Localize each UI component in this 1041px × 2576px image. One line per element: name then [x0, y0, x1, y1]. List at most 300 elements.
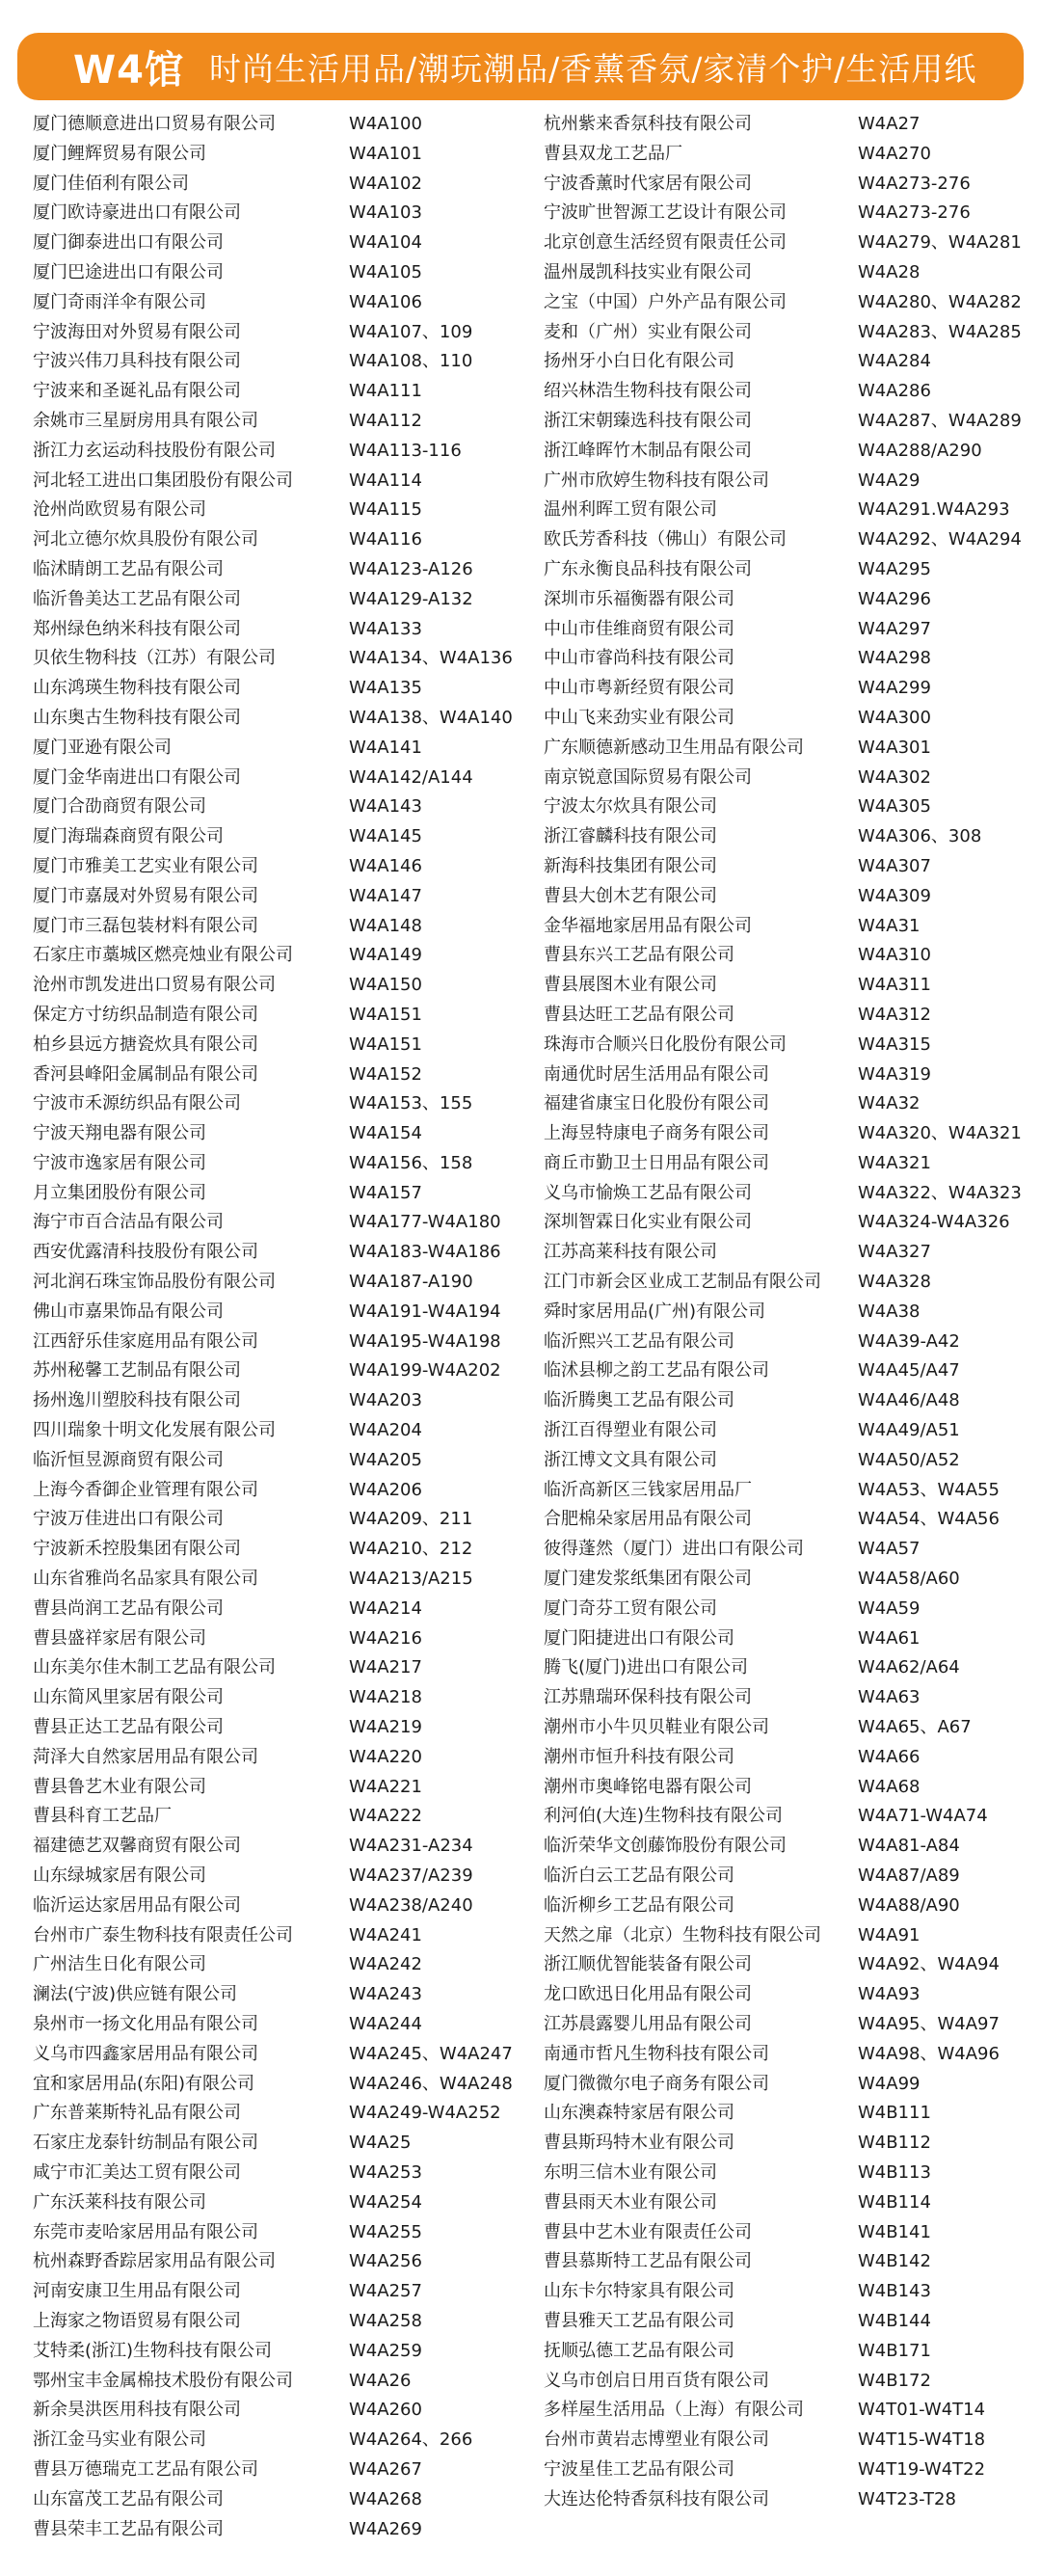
company-name: 临沂熙兴工艺品有限公司 [544, 1330, 734, 1352]
booth-number: W4A279、W4A281 [858, 232, 1022, 254]
exhibitor-row [544, 525, 1022, 555]
company-name: 曹县双龙工艺品厂 [544, 143, 682, 164]
booth-number: W4A287、W4A289 [858, 410, 1022, 431]
booth-number: W4A111 [349, 381, 422, 402]
exhibitor-row [544, 1802, 1022, 1832]
booth-number: W4A312 [858, 1004, 931, 1025]
company-name: 杭州森野香踪居家用品有限公司 [33, 2251, 276, 2272]
exhibitor-row [33, 2455, 513, 2485]
exhibitor-row [33, 407, 513, 437]
exhibitor-row [544, 2455, 1022, 2485]
company-name: 广州市欣婷生物科技有限公司 [544, 470, 769, 491]
booth-number: W4A53、W4A55 [858, 1479, 1000, 1500]
exhibitor-row [33, 1328, 513, 1357]
company-name: 厦门鲤辉贸易有限公司 [33, 143, 206, 164]
exhibitor-row [544, 2367, 1022, 2397]
booth-number: W4A292、W4A294 [858, 529, 1022, 550]
company-name: 曹县大创木艺有限公司 [544, 885, 717, 906]
booth-number: W4A46/A48 [858, 1390, 960, 1411]
company-name: 浙江百得塑业有限公司 [544, 1420, 717, 1441]
company-name: 抚顺弘德工艺品有限公司 [544, 2340, 734, 2361]
company-name: 临沂高新区三钱家居用品厂 [544, 1479, 752, 1500]
company-name: 临沂恒昱源商贸有限公司 [33, 1449, 224, 1470]
company-name: 深圳市乐福衡器有限公司 [544, 588, 734, 609]
booth-number: W4A206 [349, 1479, 422, 1500]
booth-number: W4B111 [858, 2103, 931, 2124]
company-name: 山东美尔佳木制工艺品有限公司 [33, 1657, 276, 1678]
company-name: 山东卡尔特家具有限公司 [544, 2281, 734, 2302]
exhibitor-row [544, 1862, 1022, 1892]
booth-number: W4B171 [858, 2340, 931, 2361]
company-name: 曹县斯玛特木业有限公司 [544, 2133, 734, 2154]
exhibitor-row [544, 2010, 1022, 2040]
booth-number: W4A153、155 [349, 1093, 473, 1114]
exhibitor-row [33, 228, 513, 258]
booth-number: W4A65、A67 [858, 1717, 972, 1738]
company-name: 厦门合劭商贸有限公司 [33, 796, 206, 818]
booth-number: W4A177-W4A180 [349, 1212, 501, 1233]
exhibitor-row [544, 318, 1022, 348]
exhibitor-row [544, 2188, 1022, 2218]
booth-number: W4B114 [858, 2191, 931, 2213]
exhibitor-row [33, 882, 513, 912]
booth-number: W4A268 [349, 2488, 422, 2509]
company-name: 义乌市四鑫家居用品有限公司 [33, 2043, 258, 2064]
booth-number: W4A62/A64 [858, 1657, 960, 1678]
company-name: 中山飞来劲实业有限公司 [544, 707, 734, 728]
exhibitor-row [33, 1743, 513, 1773]
exhibitor-row [544, 2277, 1022, 2307]
company-name: 山东澳森特家居有限公司 [544, 2103, 734, 2124]
exhibitor-row [33, 2218, 513, 2248]
exhibitor-row [33, 2426, 513, 2455]
company-name: 合肥棉朵家居用品有限公司 [544, 1509, 752, 1530]
company-name: 宜和家居用品(东阳)有限公司 [33, 2073, 255, 2094]
exhibitor-row [544, 912, 1022, 942]
exhibitor-row [33, 1713, 513, 1743]
company-name: 苏州秘馨工艺制品有限公司 [33, 1360, 241, 1382]
company-name: 福建德艺双馨商贸有限公司 [33, 1836, 241, 1857]
booth-number: W4B144 [858, 2310, 931, 2331]
exhibitor-row [33, 2159, 513, 2188]
company-name: 广东普莱斯特礼品有限公司 [33, 2103, 241, 2124]
company-name: 利河伯(大连)生物科技有限公司 [544, 1806, 784, 1827]
booth-number: W4A26 [349, 2370, 412, 2391]
company-name: 浙江博文文具有限公司 [544, 1449, 717, 1470]
company-name: 广东顺德新感动卫生用品有限公司 [544, 737, 804, 758]
company-name: 泉州市一扬文化用品有限公司 [33, 2014, 258, 2034]
exhibitor-row [33, 1060, 513, 1090]
booth-number: W4A71-W4A74 [858, 1806, 988, 1827]
booth-number: W4A218 [349, 1687, 422, 1708]
company-name: 曹县鲁艺木业有限公司 [33, 1776, 206, 1797]
company-name: 余姚市三星厨房用具有限公司 [33, 410, 258, 431]
company-name: 上海家之物语贸易有限公司 [33, 2310, 241, 2331]
booth-number: W4T01-W4T14 [858, 2400, 986, 2421]
company-name: 之宝（中国）户外产品有限公司 [544, 291, 787, 312]
company-name: 宁波太尔炊具有限公司 [544, 796, 717, 818]
company-name: 彼得蓬然（厦门）进出口有限公司 [544, 1539, 804, 1560]
exhibitor-row [33, 1653, 513, 1683]
exhibitor-row [33, 1179, 513, 1209]
company-name: 临沭睛朗工艺品有限公司 [33, 558, 224, 579]
booth-number: W4A113-116 [349, 440, 462, 461]
exhibitor-row [544, 1356, 1022, 1386]
company-name: 新海科技集团有限公司 [544, 855, 717, 876]
company-name: 广州洁生日化有限公司 [33, 1954, 206, 1975]
exhibitor-row [33, 822, 513, 852]
booth-number: W4A244 [349, 2014, 422, 2034]
booth-number: W4A217 [349, 1657, 422, 1678]
company-name: 山东鸿瑛生物科技有限公司 [33, 678, 241, 699]
booth-number: W4A135 [349, 678, 422, 699]
company-name: 曹县东兴工艺品有限公司 [544, 945, 734, 966]
company-name: 厦门金华南进出口有限公司 [33, 766, 241, 788]
company-name: 石家庄龙泰针纺制品有限公司 [33, 2133, 258, 2154]
booth-number: W4A59 [858, 1597, 921, 1619]
exhibitor-row [544, 1149, 1022, 1179]
company-name: 厦门德顺意进出口贸易有限公司 [33, 114, 276, 134]
booth-number: W4A245、W4A247 [349, 2043, 513, 2064]
company-name: 中山市粤新经贸有限公司 [544, 678, 734, 699]
company-name: 菏泽大自然家居用品有限公司 [33, 1746, 258, 1767]
exhibitor-row [33, 525, 513, 555]
booth-number: W4A156、158 [349, 1152, 473, 1173]
booth-number: W4A264、266 [349, 2429, 473, 2451]
exhibitor-row [33, 1001, 513, 1031]
exhibitor-row [33, 377, 513, 407]
booth-number: W4A112 [349, 410, 422, 431]
company-name: 浙江峰晖竹木制品有限公司 [544, 440, 752, 461]
booth-number: W4A328 [858, 1272, 931, 1293]
booth-number: W4A237/A239 [349, 1865, 473, 1887]
company-name: 山东简风里家居有限公司 [33, 1687, 224, 1708]
exhibitor-row [544, 140, 1022, 170]
company-name: 河北润石珠宝饰品股份有限公司 [33, 1272, 276, 1293]
company-name: 潮州市奥峰铭电器有限公司 [544, 1776, 752, 1797]
exhibitor-row [544, 1713, 1022, 1743]
company-name: 义乌市创启日用百货有限公司 [544, 2370, 769, 2391]
company-name: 绍兴林浩生物科技有限公司 [544, 381, 752, 402]
booth-number: W4A103 [349, 202, 422, 224]
company-name: 新余昊洪医用科技有限公司 [33, 2400, 241, 2421]
company-name: 中山市睿尚科技有限公司 [544, 648, 734, 669]
company-name: 宁波来和圣诞礼品有限公司 [33, 381, 241, 402]
booth-number: W4A88/A90 [858, 1894, 960, 1916]
booth-number: W4A324-W4A326 [858, 1212, 1010, 1233]
company-name: 浙江睿麟科技有限公司 [544, 826, 717, 847]
booth-number: W4A93 [858, 1984, 921, 2005]
booth-number: W4A151 [349, 1004, 422, 1025]
booth-number: W4A102 [349, 173, 422, 194]
company-name: 石家庄市藁城区燃亮烛业有限公司 [33, 945, 293, 966]
booth-number: W4A220 [349, 1746, 422, 1767]
exhibitor-row [33, 1921, 513, 1951]
company-name: 曹县慕斯特工艺品有限公司 [544, 2251, 752, 2272]
company-name: 广东沃莱科技有限公司 [33, 2191, 206, 2213]
booth-number: W4A108、110 [349, 351, 473, 372]
booth-number: W4B113 [858, 2161, 931, 2183]
company-name: 上海今香御企业管理有限公司 [33, 1479, 258, 1500]
booth-number: W4A115 [349, 499, 422, 521]
exhibitor-row [544, 1505, 1022, 1535]
booth-number: W4A249-W4A252 [349, 2103, 501, 2124]
company-name: 曹县正达工艺品有限公司 [33, 1717, 224, 1738]
company-name: 扬州牙小白日化有限公司 [544, 351, 734, 372]
company-name: 临沂白云工艺品有限公司 [544, 1865, 734, 1887]
company-name: 曹县达旺工艺品有限公司 [544, 1004, 734, 1025]
company-name: 厦门巴途进出口有限公司 [33, 261, 224, 282]
exhibitor-row [33, 1031, 513, 1060]
booth-number: W4A216 [349, 1627, 422, 1649]
exhibitor-row [544, 674, 1022, 704]
company-name: 河南安康卫生用品有限公司 [33, 2281, 241, 2302]
company-name: 山东省雅尚名品家具有限公司 [33, 1569, 258, 1590]
booth-number: W4A29 [858, 470, 921, 491]
company-name: 曹县万德瑞克工艺品有限公司 [33, 2458, 258, 2480]
exhibitor-row [544, 2218, 1022, 2248]
exhibitor-row [544, 734, 1022, 764]
booth-number: W4A27 [858, 114, 921, 134]
company-name: 山东绿城家居有限公司 [33, 1865, 206, 1887]
company-name: 浙江力玄运动科技股份有限公司 [33, 440, 276, 461]
company-name: 商丘市勤卫士日用品有限公司 [544, 1152, 769, 1173]
exhibitor-row [544, 2485, 1022, 2515]
booth-number: W4A81-A84 [858, 1836, 960, 1857]
booth-number: W4B143 [858, 2281, 931, 2302]
exhibitor-row [544, 2396, 1022, 2426]
exhibitor-row [33, 199, 513, 228]
booth-number: W4A258 [349, 2310, 422, 2331]
exhibitor-row [544, 1060, 1022, 1090]
company-name: 保定方寸纺织品制造有限公司 [33, 1004, 258, 1025]
booth-number: W4A32 [858, 1093, 921, 1114]
exhibitor-row [544, 258, 1022, 288]
exhibitor-row [544, 941, 1022, 971]
company-name: 浙江顺优智能装备有限公司 [544, 1954, 752, 1975]
booth-number: W4A256 [349, 2251, 422, 2272]
exhibitor-row [544, 1386, 1022, 1416]
company-name: 江苏晨露婴儿用品有限公司 [544, 2014, 752, 2034]
exhibitor-row [544, 1743, 1022, 1773]
booth-number: W4A157 [349, 1182, 422, 1203]
booth-number: W4B141 [858, 2221, 931, 2242]
company-name: 临沭县柳之韵工艺品有限公司 [544, 1360, 769, 1382]
booth-number: W4A58/A60 [858, 1569, 960, 1590]
exhibitor-row [544, 496, 1022, 525]
company-name: 舜时家居用品(广州)有限公司 [544, 1301, 766, 1322]
company-name: 鄂州宝丰金属棉技术股份有限公司 [33, 2370, 293, 2391]
booth-number: W4A214 [349, 1597, 422, 1619]
booth-number: W4A134、W4A136 [349, 648, 513, 669]
exhibitor-row [544, 1001, 1022, 1031]
company-name: 临沂荣华文创藤饰股份有限公司 [544, 1836, 787, 1857]
booth-number: W4A269 [349, 2518, 422, 2539]
company-name: 曹县科育工艺品厂 [33, 1806, 172, 1827]
booth-number: W4A273-276 [858, 202, 971, 224]
company-name: 宁波市禾源纺织品有限公司 [33, 1093, 241, 1114]
exhibitor-row [544, 437, 1022, 467]
company-name: 海宁市百合洁品有限公司 [33, 1212, 224, 1233]
company-name: 宁波海田对外贸易有限公司 [33, 321, 241, 342]
booth-number: W4T15-W4T18 [858, 2429, 986, 2451]
company-name: 曹县中艺木业有限责任公司 [544, 2221, 752, 2242]
booth-number: W4A286 [858, 381, 931, 402]
exhibitor-row [544, 1921, 1022, 1951]
exhibitor-row [33, 1298, 513, 1328]
exhibitor-row [33, 764, 513, 793]
company-name: 宁波市逸家居有限公司 [33, 1152, 206, 1173]
exhibitor-row [33, 852, 513, 882]
company-name: 曹县雅天工艺品有限公司 [544, 2310, 734, 2331]
booth-number: W4A149 [349, 945, 422, 966]
company-name: 山东奥古生物科技有限公司 [33, 707, 241, 728]
company-name: 曹县荣丰工艺品有限公司 [33, 2518, 224, 2539]
company-name: 厦门奇芬工贸有限公司 [544, 1597, 717, 1619]
exhibitor-row [33, 437, 513, 467]
company-name: 南通优时居生活用品有限公司 [544, 1063, 769, 1085]
company-name: 龙口欧迅日化用品有限公司 [544, 1984, 752, 2005]
exhibitor-row [33, 1238, 513, 1268]
exhibitor-row [33, 1862, 513, 1892]
exhibitor-row [33, 2188, 513, 2218]
exhibitor-row [544, 2247, 1022, 2277]
booth-number: W4A259 [349, 2340, 422, 2361]
booth-number: W4A66 [858, 1746, 921, 1767]
booth-number: W4B172 [858, 2370, 931, 2391]
exhibitor-row [544, 1683, 1022, 1713]
exhibitor-row [544, 1653, 1022, 1683]
booth-number: W4A296 [858, 588, 931, 609]
booth-number: W4A100 [349, 114, 422, 134]
booth-number: W4A241 [349, 1924, 422, 1945]
exhibitor-row [544, 1179, 1022, 1209]
booth-number: W4A63 [858, 1687, 921, 1708]
exhibitor-column-right [544, 110, 1022, 2515]
company-name: 宁波兴伟刀具科技有限公司 [33, 351, 241, 372]
booth-number: W4T23-T28 [858, 2488, 956, 2509]
exhibitor-row [544, 1446, 1022, 1476]
booth-number: W4A114 [349, 470, 422, 491]
booth-number: W4A307 [858, 855, 931, 876]
booth-number: W4A213/A215 [349, 1569, 473, 1590]
booth-number: W4A92、W4A94 [858, 1954, 1000, 1975]
booth-number: W4A123-A126 [349, 558, 473, 579]
company-name: 中山市佳维商贸有限公司 [544, 618, 734, 639]
company-name: 宁波万佳进出口有限公司 [33, 1509, 224, 1530]
booth-number: W4A105 [349, 261, 422, 282]
booth-number: W4A199-W4A202 [349, 1360, 501, 1382]
booth-number: W4A39-A42 [858, 1330, 960, 1352]
booth-number: W4A154 [349, 1123, 422, 1144]
exhibitor-row [544, 555, 1022, 585]
exhibitor-row [544, 2426, 1022, 2455]
exhibitor-row [544, 792, 1022, 822]
company-name: 江西舒乐佳家庭用品有限公司 [33, 1330, 258, 1352]
company-name: 江门市新会区业成工艺制品有限公司 [544, 1272, 821, 1293]
exhibitor-row [33, 2485, 513, 2515]
booth-number: W4A203 [349, 1390, 422, 1411]
exhibitor-row [544, 467, 1022, 496]
booth-number: W4A305 [858, 796, 931, 818]
booth-number: W4A116 [349, 529, 422, 550]
company-name: 厦门亚逊有限公司 [33, 737, 172, 758]
exhibitor-row [33, 2277, 513, 2307]
booth-number: W4A95、W4A97 [858, 2014, 1000, 2034]
exhibitor-row [33, 1208, 513, 1238]
booth-number: W4B112 [858, 2133, 931, 2154]
company-name: 月立集团股份有限公司 [33, 1182, 206, 1203]
exhibitor-row [33, 2337, 513, 2367]
exhibitor-row [33, 1980, 513, 2010]
booth-number: W4A49/A51 [858, 1420, 960, 1441]
company-name: 河北轻工进出口集团股份有限公司 [33, 470, 293, 491]
company-name: 厦门御泰进出口有限公司 [33, 232, 224, 254]
exhibitor-row [33, 258, 513, 288]
company-name: 四川瑞象十明文化发展有限公司 [33, 1420, 276, 1441]
exhibitor-row [544, 2099, 1022, 2129]
company-name: 曹县尚润工艺品有限公司 [33, 1597, 224, 1619]
booth-number: W4A260 [349, 2400, 422, 2421]
booth-number: W4A54、W4A56 [858, 1509, 1000, 1530]
booth-number: W4A25 [349, 2133, 412, 2154]
company-name: 上海昱特康电子商务有限公司 [544, 1123, 769, 1144]
booth-number: W4B142 [858, 2251, 931, 2272]
booth-number: W4A210、212 [349, 1539, 473, 1560]
exhibitor-row [544, 2159, 1022, 2188]
exhibitor-row [544, 882, 1022, 912]
company-name: 福建省康宝日化股份有限公司 [544, 1093, 769, 1114]
booth-number: W4A299 [858, 678, 931, 699]
exhibitor-row [33, 2070, 513, 2100]
exhibitor-row [544, 615, 1022, 645]
company-name: 沧州尚欧贸易有限公司 [33, 499, 206, 521]
company-name: 温州利晖工贸有限公司 [544, 499, 717, 521]
exhibitor-row [33, 971, 513, 1001]
booth-number: W4A301 [858, 737, 931, 758]
exhibitor-column-left [33, 110, 513, 2544]
exhibitor-row [33, 1683, 513, 1713]
company-name: 欧氏芳香科技（佛山）有限公司 [544, 529, 787, 550]
exhibitor-row [544, 704, 1022, 734]
booth-number: W4A284 [858, 351, 931, 372]
company-name: 温州晟凯科技实业有限公司 [544, 261, 752, 282]
exhibitor-row [544, 2307, 1022, 2337]
booth-number: W4A91 [858, 1924, 921, 1945]
booth-number: W4A31 [858, 915, 921, 936]
booth-number: W4A129-A132 [349, 588, 473, 609]
exhibitor-row [33, 2040, 513, 2070]
company-name: 厦门欧诗豪进出口有限公司 [33, 202, 241, 224]
exhibitor-row [544, 2070, 1022, 2100]
exhibitor-row [33, 1892, 513, 1921]
booth-number: W4A321 [858, 1152, 931, 1173]
company-name: 临沂柳乡工艺品有限公司 [544, 1894, 734, 1916]
exhibitor-row [33, 467, 513, 496]
booth-number: W4A99 [858, 2073, 921, 2094]
company-name: 大连达伦特香氛科技有限公司 [544, 2488, 769, 2509]
hall-title: W4馆 [73, 47, 184, 93]
company-name: 厦门市嘉晟对外贸易有限公司 [33, 885, 258, 906]
exhibitor-row [544, 585, 1022, 615]
exhibitor-row [33, 288, 513, 318]
booth-number: W4A50/A52 [858, 1449, 960, 1470]
company-name: 宁波天翔电器有限公司 [33, 1123, 206, 1144]
company-name: 多样屋生活用品（上海）有限公司 [544, 2400, 804, 2421]
company-name: 宁波星佳工艺品有限公司 [544, 2458, 734, 2480]
company-name: 东明三信木业有限公司 [544, 2161, 717, 2183]
company-name: 天然之扉（北京）生物科技有限公司 [544, 1924, 821, 1945]
